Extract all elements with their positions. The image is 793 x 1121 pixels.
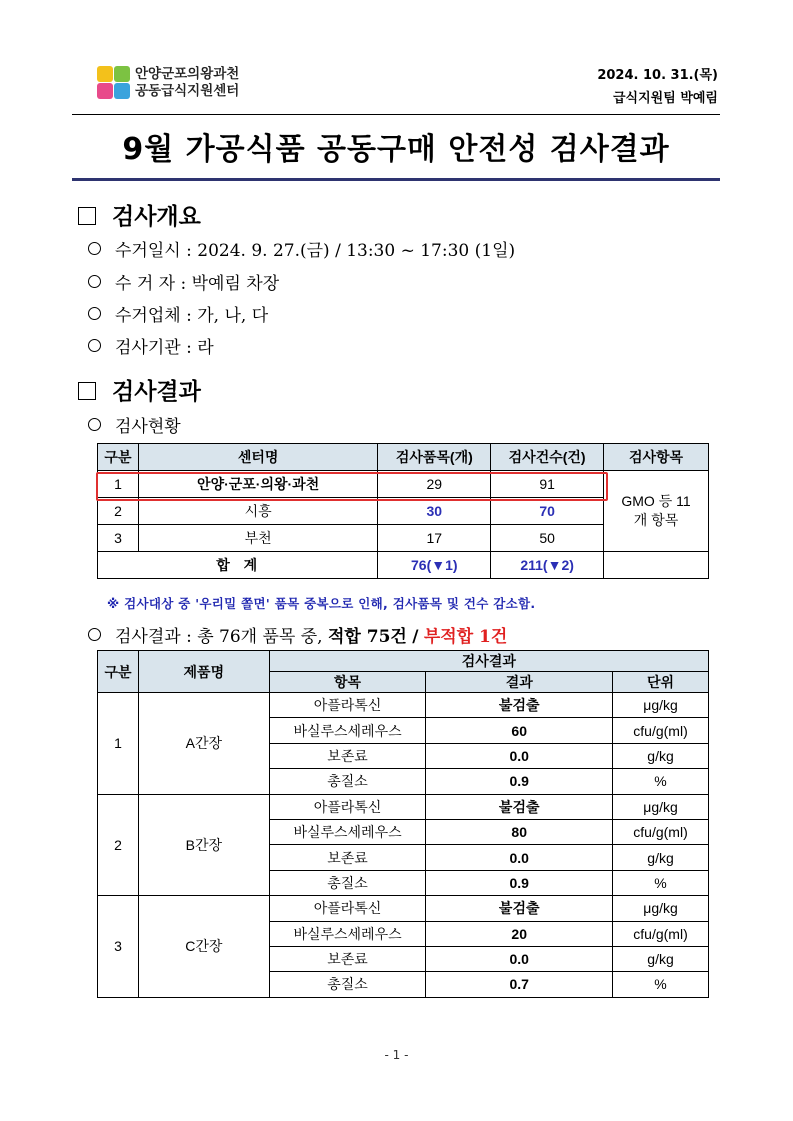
- title-rule-bottom: [72, 178, 720, 181]
- square-bullet-icon: [78, 382, 96, 400]
- cell-test-items: GMO 등 11개 항목: [604, 471, 709, 552]
- doc-meta: [597, 64, 718, 110]
- page-title: 9월 가공식품 공동구매 안전성 검사결과: [122, 132, 670, 167]
- col-header: 검사건수(건): [491, 444, 604, 471]
- cell-product: B간장: [138, 794, 269, 896]
- doc-date: 2024. 10. 31.(목): [597, 68, 718, 83]
- table-row: [98, 693, 709, 718]
- cell-item: 바실루스세레우스: [269, 921, 426, 946]
- cell-item: 아플라톡신: [269, 896, 426, 921]
- cell-empty: [604, 552, 709, 579]
- cell-unit: cfu/g(ml): [613, 921, 709, 946]
- col-header: 제품명: [138, 651, 269, 693]
- cell-unit: g/kg: [613, 845, 709, 870]
- cell-unit: %: [613, 972, 709, 997]
- cell-item: 바실루스세레우스: [269, 718, 426, 743]
- cell-result: 0.7: [426, 972, 613, 997]
- cell-items: 30: [378, 498, 491, 525]
- cell-center: 안양·군포·의왕·과천: [138, 471, 377, 498]
- table-row: [98, 896, 709, 921]
- cell-item: 총질소: [269, 769, 426, 794]
- circle-bullet-icon: [88, 275, 101, 288]
- doc-author: 급식지원팀 박예림: [613, 91, 718, 106]
- cell-item: 아플라톡신: [269, 693, 426, 718]
- cell-no: 1: [98, 471, 139, 498]
- cell-result: 불검출: [426, 693, 613, 718]
- result-table-header: [98, 651, 709, 672]
- cell-result: 80: [426, 819, 613, 844]
- cell-no: 3: [98, 896, 139, 998]
- org-name-line1: 안양군포의왕과천: [135, 66, 240, 82]
- col-header: 구분: [98, 444, 139, 471]
- summary-ok: 적합 75건: [328, 627, 407, 647]
- cell-unit: g/kg: [613, 743, 709, 768]
- cell-item: 총질소: [269, 972, 426, 997]
- overview-item: 수거업체 : 가, 나, 다: [88, 301, 268, 326]
- table-row: [98, 794, 709, 819]
- page-number: - 1 -: [384, 1048, 409, 1062]
- status-table-header: [98, 444, 709, 471]
- cell-item: 보존료: [269, 845, 426, 870]
- total-label: 합 계: [98, 552, 378, 579]
- cell-no: 2: [98, 498, 139, 525]
- cell-unit: cfu/g(ml): [613, 819, 709, 844]
- col-header: 결과: [426, 672, 613, 693]
- circle-bullet-icon: [88, 242, 101, 255]
- status-label: 검사현황: [88, 412, 181, 437]
- col-header: 단위: [613, 672, 709, 693]
- total-items: 76(▼1): [378, 552, 491, 579]
- cell-result: 0.0: [426, 743, 613, 768]
- cell-product: C간장: [138, 896, 269, 998]
- title-rule-top: [72, 114, 720, 115]
- note-text: ※ 검사대상 중 '우리밀 쫄면' 품목 중복으로 인해, 검사품목 및 건수 감소함.: [107, 596, 536, 611]
- cell-result: 0.0: [426, 845, 613, 870]
- cell-unit: %: [613, 769, 709, 794]
- cell-unit: %: [613, 870, 709, 895]
- circle-bullet-icon: [88, 339, 101, 352]
- cell-cases: 50: [491, 525, 604, 552]
- cell-result: 0.0: [426, 946, 613, 971]
- circle-bullet-icon: [88, 307, 101, 320]
- col-header: 검사항목: [604, 444, 709, 471]
- col-header: 항목: [269, 672, 426, 693]
- section-results-heading: 검사결과: [78, 373, 201, 406]
- cell-cases: 91: [491, 471, 604, 498]
- cell-no: 2: [98, 794, 139, 896]
- cell-result: 20: [426, 921, 613, 946]
- cell-product: A간장: [138, 693, 269, 795]
- col-header: 구분: [98, 651, 139, 693]
- cell-center: 부천: [138, 525, 377, 552]
- circle-bullet-icon: [88, 628, 101, 641]
- result-table-body: [98, 693, 709, 998]
- status-table: [97, 443, 709, 579]
- cell-unit: μg/kg: [613, 693, 709, 718]
- cell-item: 총질소: [269, 870, 426, 895]
- cell-result: 0.9: [426, 870, 613, 895]
- square-bullet-icon: [78, 207, 96, 225]
- section-overview-heading: 검사개요: [78, 198, 201, 231]
- cell-result: 0.9: [426, 769, 613, 794]
- cell-unit: μg/kg: [613, 794, 709, 819]
- cell-items: 17: [378, 525, 491, 552]
- cell-result: 불검출: [426, 794, 613, 819]
- cell-unit: g/kg: [613, 946, 709, 971]
- cell-item: 보존료: [269, 946, 426, 971]
- overview-item: 수거일시 : 2024. 9. 27.(금) / 13:30 ~ 17:30 (1일): [88, 236, 515, 261]
- result-summary: 검사결과 : 총 76개 품목 중, 적합 75건 / 부적합 1건: [88, 622, 507, 647]
- overview-item: 검사기관 : 라: [88, 333, 214, 358]
- cell-item: 보존료: [269, 743, 426, 768]
- cell-result: 60: [426, 718, 613, 743]
- total-row: [98, 552, 709, 579]
- cell-result: 불검출: [426, 896, 613, 921]
- cell-cases: 70: [491, 498, 604, 525]
- cell-unit: cfu/g(ml): [613, 718, 709, 743]
- col-header-group: 검사결과: [269, 651, 708, 672]
- cell-unit: μg/kg: [613, 896, 709, 921]
- overview-item: 수 거 자 : 박예림 차장: [88, 269, 279, 294]
- result-table: [97, 650, 709, 998]
- total-cases: 211(▼2): [491, 552, 604, 579]
- org-logo: [97, 64, 257, 104]
- circle-bullet-icon: [88, 418, 101, 431]
- col-header: 검사품목(개): [378, 444, 491, 471]
- cell-center: 시흥: [138, 498, 377, 525]
- org-logo-mark: [97, 66, 131, 100]
- highlight-box: [96, 472, 608, 501]
- org-name-line2: 공동급식지원센터: [135, 83, 240, 99]
- col-header: 센터명: [138, 444, 377, 471]
- summary-bad: 부적합 1건: [423, 627, 508, 647]
- cell-no: 1: [98, 693, 139, 795]
- cell-items: 29: [378, 471, 491, 498]
- cell-item: 바실루스세레우스: [269, 819, 426, 844]
- cell-no: 3: [98, 525, 139, 552]
- cell-item: 아플라톡신: [269, 794, 426, 819]
